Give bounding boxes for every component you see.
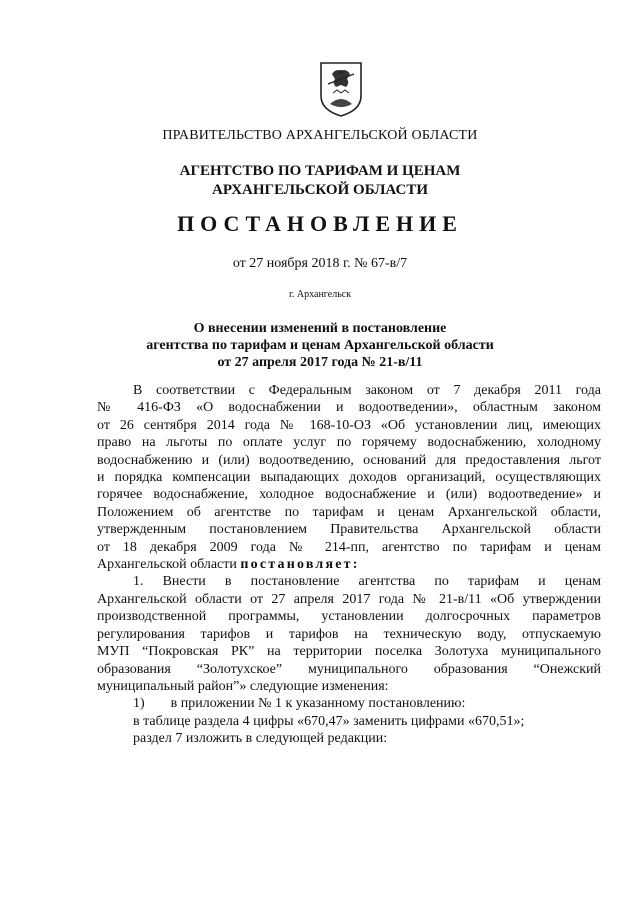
subitem-text: в приложении № 1 к указанному постановлению:: [170, 696, 466, 712]
preamble-line: от 26 сентября 2014 года № 168-10-ОЗ «Об установлении лиц, имеющих: [97, 417, 601, 433]
preamble-line: № 416-ФЗ «О водоснабжении и водоотведении», областным законом: [97, 400, 601, 416]
agency-title-line: АГЕНТСТВО ПО ТАРИФАМ И ЦЕНАМ: [179, 163, 461, 179]
item1-line: образования “Золотухское” муниципального образования “Онежский: [97, 661, 601, 677]
document-body: [97, 382, 601, 748]
section-change-line: раздел 7 изложить в следующей редакции:: [133, 731, 388, 747]
preamble-line: утвержденным постановлением Правительства Архангельской области: [97, 522, 601, 538]
preamble-line: право на льготы по оплате услуг по горячему водоснабжению, холодному: [97, 435, 601, 451]
subject-line: от 27 апреля 2017 года № 21-в/11: [217, 355, 423, 370]
preamble-last-line: [97, 556, 601, 573]
item1-line: Архангельской области от 27 апреля 2017 года № 21-в/11 «Об утверждении: [97, 591, 601, 607]
item1-line: 1. Внести в постановление агентства по тарифам и ценам: [133, 574, 601, 590]
subitem-number: 1): [133, 696, 145, 712]
government-title: ПРАВИТЕЛЬСТВО АРХАНГЕЛЬСКОЙ ОБЛАСТИ: [162, 128, 478, 143]
preamble-line: Положением об агентстве по тарифам и ценам Архангельской области,: [97, 504, 601, 520]
item1-line: МУП “Покровская РК” на территории поселка Золотуха муниципального: [97, 644, 601, 660]
item1-line: регулирования тарифов и тарифов на техническую воду, отпускаемую: [97, 626, 601, 642]
coat-of-arms-icon: [318, 60, 364, 118]
preamble-line: водоснабжению и (или) водоотведению, оснований для предоставления льгот: [97, 452, 601, 468]
document-date-number: от 27 ноября 2018 г. № 67-в/7: [232, 256, 408, 271]
subject-line: агентства по тарифам и ценам Архангельской области: [146, 338, 494, 353]
table-change-line: в таблице раздела 4 цифры «670,47» заменить цифрами «670,51»;: [133, 713, 525, 729]
document-type: ПОСТАНОВЛЕНИЕ: [177, 211, 463, 236]
document-city: г. Архангельск: [288, 289, 352, 300]
agency-title: [0, 162, 640, 200]
decree-word: постановляет:: [240, 557, 360, 573]
subject-line: О внесении изменений в постановление: [193, 321, 447, 336]
preamble-line: от 18 декабря 2009 года № 214-пп, агентство по тарифам и ценам: [97, 539, 601, 555]
item1-line: производственной программы, установлении долгосрочных параметров: [97, 609, 601, 625]
preamble-line: В соответствии с Федеральным законом от 7 декабря 2011 года: [133, 383, 601, 398]
agency-title-line: АРХАНГЕЛЬСКОЙ ОБЛАСТИ: [212, 182, 428, 198]
subitem-1: [97, 695, 601, 712]
preamble-line: и порядка компенсации выпадающих доходов организаций, осуществляющих: [97, 470, 601, 486]
preamble-line: горячее водоснабжение, холодное водоснабжение и (или) водоотведение» и: [97, 487, 601, 503]
preamble-last-text: Архангельской области: [97, 557, 237, 573]
item1-last-line: муниципальный район”» следующие изменения:: [97, 678, 389, 694]
document-subject: [0, 320, 640, 371]
